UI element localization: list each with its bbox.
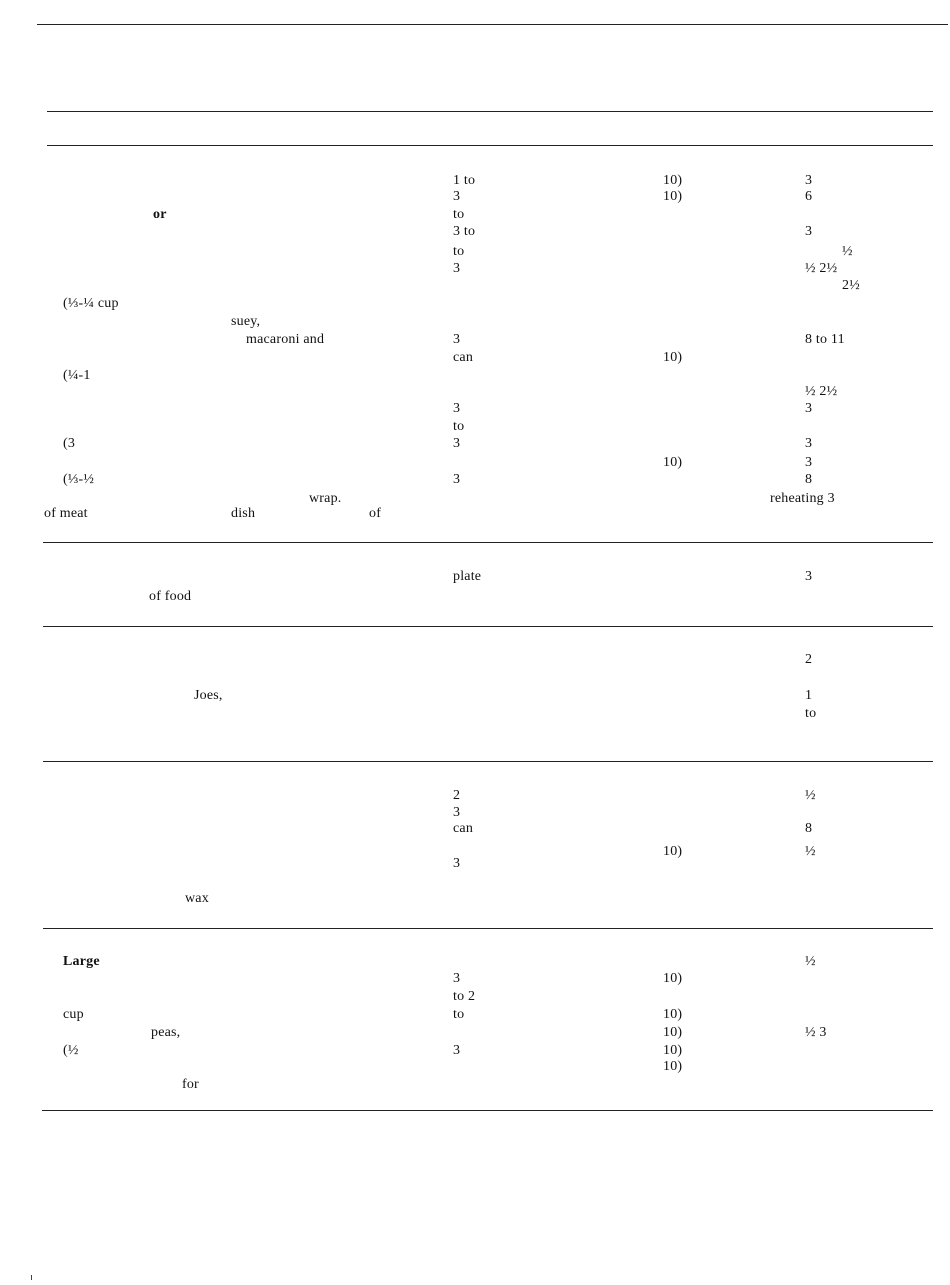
text-fragment: macaroni and — [246, 332, 325, 347]
text-fragment: of — [369, 506, 382, 521]
header-rule-bottom — [47, 145, 933, 146]
text-fragment: 10) — [663, 1007, 683, 1022]
text-fragment: 10) — [663, 173, 683, 188]
text-fragment: 3 — [805, 401, 813, 416]
text-fragment: 3 — [453, 436, 461, 451]
text-fragment: ½ 2½ — [805, 384, 838, 399]
text-fragment: suey, — [231, 314, 261, 329]
text-fragment: 3 — [453, 261, 461, 276]
text-fragment: ½ — [805, 844, 816, 859]
text-fragment: 3 — [805, 224, 813, 239]
text-fragment: or — [153, 207, 167, 222]
text-fragment: to — [453, 1007, 465, 1022]
text-fragment: Large — [63, 954, 100, 969]
text-fragment: to 2 — [453, 989, 476, 1004]
text-fragment: 10) — [663, 350, 683, 365]
text-fragment: 3 — [453, 332, 461, 347]
header-rule-top — [47, 111, 933, 112]
text-fragment: ½ 3 — [805, 1025, 827, 1040]
text-fragment: 10) — [663, 971, 683, 986]
text-fragment: 2 — [805, 652, 813, 667]
text-fragment: 3 — [453, 805, 461, 820]
text-fragment: 3 — [453, 971, 461, 986]
text-fragment: to — [453, 419, 465, 434]
text-fragment: peas, — [151, 1025, 181, 1040]
text-fragment: (⅓-½ — [63, 472, 95, 487]
text-fragment: of food — [149, 589, 192, 604]
text-fragment: can — [453, 350, 474, 365]
text-fragment: can — [453, 821, 474, 836]
text-fragment: (½ — [63, 1043, 79, 1058]
text-fragment: 3 — [805, 173, 813, 188]
text-fragment: 10) — [663, 844, 683, 859]
text-fragment: 10) — [663, 1025, 683, 1040]
text-fragment: to — [453, 244, 465, 259]
text-fragment: (3 — [63, 436, 76, 451]
bottom-rule — [42, 1110, 933, 1111]
text-fragment: dish — [231, 506, 256, 521]
section-divider — [43, 761, 933, 762]
section-divider — [43, 928, 933, 929]
text-fragment: cup — [63, 1007, 84, 1022]
text-fragment: 3 — [453, 401, 461, 416]
text-fragment: 3 to — [453, 224, 476, 239]
text-fragment: to — [805, 706, 817, 721]
text-fragment: of meat — [44, 506, 88, 521]
text-fragment: ½ — [805, 788, 816, 803]
section-divider — [43, 542, 933, 543]
text-fragment: wrap. — [309, 491, 342, 506]
text-fragment: 2½ — [842, 278, 860, 293]
text-fragment: 3 — [805, 436, 813, 451]
text-fragment: 8 — [805, 472, 813, 487]
text-fragment: 3 — [805, 569, 813, 584]
text-fragment: (¼-1 — [63, 368, 91, 383]
text-fragment: to — [453, 207, 465, 222]
text-fragment: Joes, — [194, 688, 223, 703]
text-fragment: ½ 2½ — [805, 261, 838, 276]
text-fragment: 10) — [663, 1043, 683, 1058]
text-fragment: for — [182, 1077, 199, 1092]
text-fragment: 8 — [805, 821, 813, 836]
text-fragment: 8 to 11 — [805, 332, 845, 347]
corner-mark — [31, 1275, 32, 1280]
text-fragment: ½ — [842, 244, 853, 259]
section-divider — [43, 626, 933, 627]
text-fragment: 3 — [453, 1043, 461, 1058]
text-fragment: 2 — [453, 788, 461, 803]
top-rule — [37, 24, 948, 25]
text-fragment: 10) — [663, 189, 683, 204]
text-fragment: 3 — [453, 856, 461, 871]
text-fragment: 1 to — [453, 173, 476, 188]
text-fragment: wax — [185, 891, 209, 906]
text-fragment: reheating 3 — [770, 491, 835, 506]
text-fragment: ½ — [805, 954, 816, 969]
text-fragment: 10) — [663, 455, 683, 470]
text-fragment: 3 — [805, 455, 813, 470]
text-fragment: (⅓-¼ cup — [63, 296, 119, 311]
text-fragment: plate — [453, 569, 482, 584]
text-fragment: 3 — [453, 189, 461, 204]
text-fragment: 10) — [663, 1059, 683, 1074]
text-fragment: 6 — [805, 189, 813, 204]
text-fragment: 1 — [805, 688, 813, 703]
text-fragment: 3 — [453, 472, 461, 487]
